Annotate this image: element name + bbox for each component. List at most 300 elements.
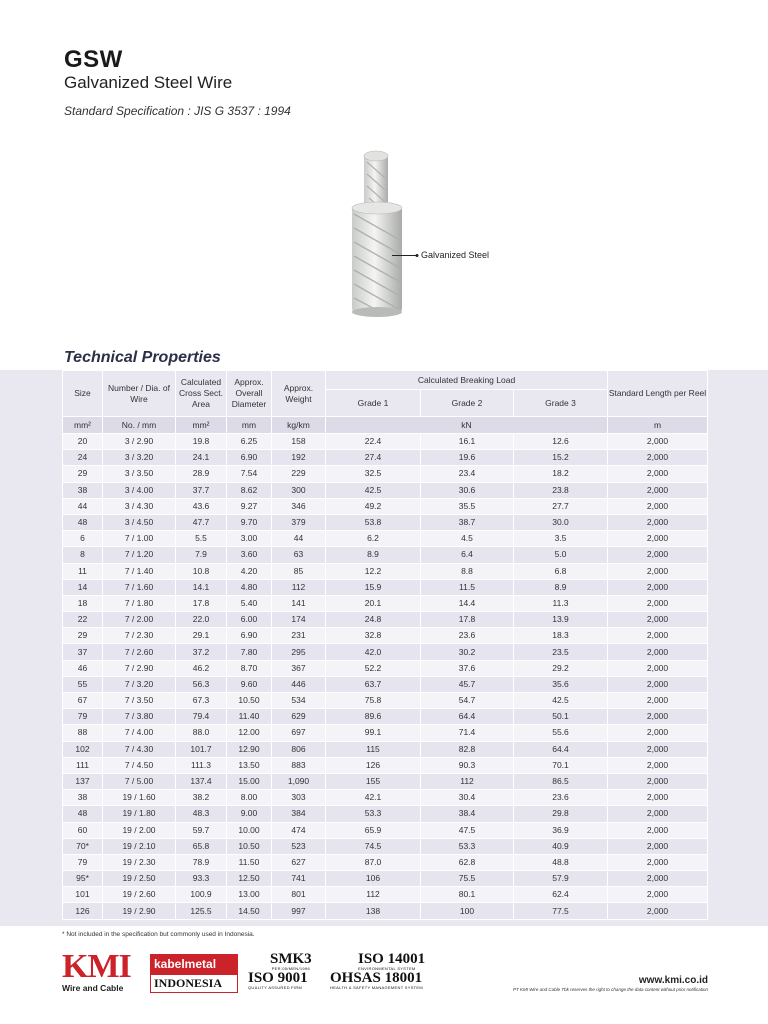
cell-number-dia: 7 / 3.50 [103, 693, 176, 709]
cell-number-dia: 7 / 1.40 [103, 563, 176, 579]
cell-number-dia: 19 / 2.90 [103, 903, 176, 919]
cell-number-dia: 19 / 2.10 [103, 838, 176, 854]
cell-grade3: 42.5 [514, 693, 608, 709]
cell-size: 29 [63, 466, 103, 482]
cell-grade1: 20.1 [326, 595, 421, 611]
kabelmetal-logo [150, 954, 238, 993]
cell-length: 2,000 [608, 806, 708, 822]
header-number-dia: Number / Dia. of Wire [103, 371, 176, 417]
cell-overall-dia: 10.00 [227, 822, 272, 838]
cell-grade1: 42.5 [326, 482, 421, 498]
cell-overall-dia: 6.90 [227, 450, 272, 466]
cell-cross-sect: 78.9 [176, 854, 227, 870]
cell-number-dia: 7 / 3.20 [103, 676, 176, 692]
cell-cross-sect: 100.9 [176, 887, 227, 903]
cell-number-dia: 7 / 3.80 [103, 709, 176, 725]
cell-grade1: 22.4 [326, 434, 421, 450]
cell-size: 14 [63, 579, 103, 595]
cell-grade2: 47.5 [421, 822, 514, 838]
cell-overall-dia: 8.62 [227, 482, 272, 498]
page-title: GSW [64, 46, 123, 73]
cell-overall-dia: 7.80 [227, 644, 272, 660]
cell-grade3: 30.0 [514, 514, 608, 530]
cell-grade2: 23.4 [421, 466, 514, 482]
cell-size: 79 [63, 709, 103, 725]
cell-number-dia: 7 / 4.50 [103, 757, 176, 773]
cell-size: 24 [63, 450, 103, 466]
cell-size: 44 [63, 498, 103, 514]
cell-grade3: 5.0 [514, 547, 608, 563]
cell-grade2: 80.1 [421, 887, 514, 903]
table-row [63, 887, 708, 903]
cell-cross-sect: 125.5 [176, 903, 227, 919]
cell-cross-sect: 37.2 [176, 644, 227, 660]
cell-size: 137 [63, 773, 103, 789]
cell-grade1: 49.2 [326, 498, 421, 514]
cell-grade1: 87.0 [326, 854, 421, 870]
footnote: * Not included in the specification but commonly used in Indonesia. [62, 931, 255, 938]
cell-grade3: 23.8 [514, 482, 608, 498]
website-link[interactable]: www.kmi.co.id [638, 975, 708, 986]
cell-grade1: 15.9 [326, 579, 421, 595]
header-weight: Approx. Weight [272, 371, 326, 417]
table-row [63, 693, 708, 709]
table-row [63, 822, 708, 838]
cell-grade2: 54.7 [421, 693, 514, 709]
header-grade2: Grade 2 [421, 390, 514, 417]
cell-length: 2,000 [608, 450, 708, 466]
cell-grade3: 15.2 [514, 450, 608, 466]
cell-weight: 295 [272, 644, 326, 660]
table-row [63, 450, 708, 466]
cell-grade1: 89.6 [326, 709, 421, 725]
cell-length: 2,000 [608, 725, 708, 741]
cell-weight: 883 [272, 757, 326, 773]
cell-grade3: 36.9 [514, 822, 608, 838]
cell-length: 2,000 [608, 482, 708, 498]
cell-grade1: 8.9 [326, 547, 421, 563]
cell-length: 2,000 [608, 434, 708, 450]
kmi-logo [62, 948, 144, 993]
table-row [63, 741, 708, 757]
cell-cross-sect: 65.8 [176, 838, 227, 854]
cell-number-dia: 7 / 1.60 [103, 579, 176, 595]
disclaimer: PT KMI Wire and Cable Tbk reserves the right to change the data content without prior notification [512, 987, 708, 992]
cell-cross-sect: 29.1 [176, 628, 227, 644]
cell-grade3: 23.5 [514, 644, 608, 660]
cell-grade2: 75.5 [421, 871, 514, 887]
cell-overall-dia: 9.70 [227, 514, 272, 530]
cell-cross-sect: 19.8 [176, 434, 227, 450]
cell-weight: 697 [272, 725, 326, 741]
cell-weight: 346 [272, 498, 326, 514]
cell-overall-dia: 10.50 [227, 693, 272, 709]
cell-number-dia: 7 / 1.00 [103, 531, 176, 547]
cell-grade3: 77.5 [514, 903, 608, 919]
cell-overall-dia: 13.00 [227, 887, 272, 903]
table-row [63, 903, 708, 919]
smk3-sub: PER.05/MEN/1996 [271, 966, 310, 971]
cell-length: 2,000 [608, 741, 708, 757]
cell-weight: 801 [272, 887, 326, 903]
cell-grade2: 23.6 [421, 628, 514, 644]
cell-weight: 192 [272, 450, 326, 466]
cell-grade2: 30.6 [421, 482, 514, 498]
cell-grade2: 6.4 [421, 547, 514, 563]
cell-grade2: 35.5 [421, 498, 514, 514]
page-subtitle: Galvanized Steel Wire [64, 73, 233, 92]
cell-grade3: 62.4 [514, 887, 608, 903]
header-grade1: Grade 1 [326, 390, 421, 417]
cell-cross-sect: 59.7 [176, 822, 227, 838]
table-row [63, 628, 708, 644]
cell-grade2: 64.4 [421, 709, 514, 725]
cell-number-dia: 19 / 1.60 [103, 790, 176, 806]
table-row [63, 466, 708, 482]
cell-weight: 379 [272, 514, 326, 530]
cell-number-dia: 7 / 2.00 [103, 612, 176, 628]
cell-size: 79 [63, 854, 103, 870]
cell-weight: 997 [272, 903, 326, 919]
cell-overall-dia: 12.90 [227, 741, 272, 757]
cell-grade1: 42.0 [326, 644, 421, 660]
cell-overall-dia: 6.00 [227, 612, 272, 628]
table-row [63, 612, 708, 628]
iso14001-cert [358, 952, 425, 971]
cell-weight: 158 [272, 434, 326, 450]
cell-length: 2,000 [608, 871, 708, 887]
cell-grade2: 37.6 [421, 660, 514, 676]
cell-cross-sect: 38.2 [176, 790, 227, 806]
cell-length: 2,000 [608, 773, 708, 789]
cell-number-dia: 7 / 1.20 [103, 547, 176, 563]
unit-number-dia: No. / mm [103, 417, 176, 434]
cell-cross-sect: 56.3 [176, 676, 227, 692]
cell-grade1: 138 [326, 903, 421, 919]
cell-number-dia: 7 / 4.30 [103, 741, 176, 757]
cell-grade2: 19.6 [421, 450, 514, 466]
cell-length: 2,000 [608, 628, 708, 644]
cell-size: 67 [63, 693, 103, 709]
table-body [63, 434, 708, 920]
header-length: Standard Length per Reel [608, 371, 708, 417]
table-row [63, 676, 708, 692]
cell-cross-sect: 24.1 [176, 450, 227, 466]
table-row [63, 790, 708, 806]
cell-size: 11 [63, 563, 103, 579]
cell-length: 2,000 [608, 595, 708, 611]
cell-length: 2,000 [608, 466, 708, 482]
cell-weight: 229 [272, 466, 326, 482]
header-size: Size [63, 371, 103, 417]
cell-weight: 523 [272, 838, 326, 854]
header-grade3: Grade 3 [514, 390, 608, 417]
cell-grade1: 126 [326, 757, 421, 773]
table-row [63, 757, 708, 773]
cell-overall-dia: 12.00 [227, 725, 272, 741]
iso14001-sub: ENVIRONMENTAL SYSTEM [358, 966, 416, 971]
cell-length: 2,000 [608, 887, 708, 903]
cell-grade3: 86.5 [514, 773, 608, 789]
smk3-title: SMK3 [270, 951, 312, 967]
cell-cross-sect: 37.7 [176, 482, 227, 498]
cell-weight: 112 [272, 579, 326, 595]
cell-size: 8 [63, 547, 103, 563]
cell-grade1: 32.8 [326, 628, 421, 644]
cell-cross-sect: 48.3 [176, 806, 227, 822]
cell-length: 2,000 [608, 838, 708, 854]
cell-length: 2,000 [608, 547, 708, 563]
table-row [63, 498, 708, 514]
cell-number-dia: 7 / 2.30 [103, 628, 176, 644]
cell-overall-dia: 12.50 [227, 871, 272, 887]
standard-specification: Standard Specification : JIS G 3537 : 1994 [64, 104, 291, 118]
cell-overall-dia: 8.00 [227, 790, 272, 806]
cell-length: 2,000 [608, 676, 708, 692]
cell-length: 2,000 [608, 660, 708, 676]
cell-grade2: 38.7 [421, 514, 514, 530]
cell-overall-dia: 8.70 [227, 660, 272, 676]
cell-grade3: 35.6 [514, 676, 608, 692]
cell-size: 101 [63, 887, 103, 903]
cell-weight: 141 [272, 595, 326, 611]
cell-grade1: 6.2 [326, 531, 421, 547]
unit-weight: kg/km [272, 417, 326, 434]
cell-grade1: 75.8 [326, 693, 421, 709]
unit-length: m [608, 417, 708, 434]
cell-grade2: 4.5 [421, 531, 514, 547]
cell-grade2: 112 [421, 773, 514, 789]
cell-grade3: 6.8 [514, 563, 608, 579]
cell-overall-dia: 3.60 [227, 547, 272, 563]
cell-length: 2,000 [608, 644, 708, 660]
cell-grade2: 16.1 [421, 434, 514, 450]
cell-weight: 85 [272, 563, 326, 579]
cell-grade1: 63.7 [326, 676, 421, 692]
table-row [63, 547, 708, 563]
cell-weight: 806 [272, 741, 326, 757]
cell-cross-sect: 111.3 [176, 757, 227, 773]
cell-length: 2,000 [608, 790, 708, 806]
table-row [63, 806, 708, 822]
cell-cross-sect: 46.2 [176, 660, 227, 676]
cable-illustration [348, 148, 406, 318]
cell-grade3: 27.7 [514, 498, 608, 514]
cell-weight: 1,090 [272, 773, 326, 789]
cell-length: 2,000 [608, 563, 708, 579]
cell-length: 2,000 [608, 903, 708, 919]
cell-size: 38 [63, 482, 103, 498]
cell-number-dia: 3 / 3.20 [103, 450, 176, 466]
cell-weight: 627 [272, 854, 326, 870]
cell-cross-sect: 22.0 [176, 612, 227, 628]
cell-grade1: 32.5 [326, 466, 421, 482]
cell-grade2: 53.3 [421, 838, 514, 854]
table-row [63, 854, 708, 870]
cell-grade3: 12.6 [514, 434, 608, 450]
cell-grade3: 29.8 [514, 806, 608, 822]
iso14001-title: ISO 14001 [358, 951, 426, 967]
ohsas-sub: HEALTH & SAFETY MANAGEMENT SYSTEM [330, 985, 424, 990]
cell-grade2: 11.5 [421, 579, 514, 595]
table-row [63, 434, 708, 450]
cell-overall-dia: 13.50 [227, 757, 272, 773]
table-row [63, 660, 708, 676]
cell-number-dia: 7 / 2.90 [103, 660, 176, 676]
cell-grade1: 74.5 [326, 838, 421, 854]
cell-weight: 534 [272, 693, 326, 709]
table-row [63, 514, 708, 530]
cell-grade2: 62.8 [421, 854, 514, 870]
cell-grade3: 13.9 [514, 612, 608, 628]
cell-overall-dia: 5.40 [227, 595, 272, 611]
table-row [63, 595, 708, 611]
cell-number-dia: 3 / 4.00 [103, 482, 176, 498]
cell-overall-dia: 15.00 [227, 773, 272, 789]
cell-overall-dia: 6.25 [227, 434, 272, 450]
cell-size: 102 [63, 741, 103, 757]
cell-size: 48 [63, 514, 103, 530]
cell-number-dia: 7 / 5.00 [103, 773, 176, 789]
cell-grade2: 100 [421, 903, 514, 919]
table-row [63, 531, 708, 547]
table-row [63, 563, 708, 579]
table-row [63, 709, 708, 725]
cell-weight: 741 [272, 871, 326, 887]
kmi-tagline: Wire and Cable [62, 983, 124, 993]
unit-size: mm² [63, 417, 103, 434]
cell-size: 111 [63, 757, 103, 773]
kabelmetal-bottom: INDONESIA [150, 974, 238, 993]
cell-grade1: 52.2 [326, 660, 421, 676]
iso9001-sub: QUALITY ASSURED FIRM [248, 985, 303, 990]
smk3-cert [270, 952, 312, 971]
unit-overall-dia: mm [227, 417, 272, 434]
table-row [63, 838, 708, 854]
cell-size: 22 [63, 612, 103, 628]
cell-weight: 446 [272, 676, 326, 692]
cable-label: Galvanized Steel [421, 250, 490, 260]
iso9001-cert [248, 971, 308, 990]
cell-cross-sect: 5.5 [176, 531, 227, 547]
cell-length: 2,000 [608, 498, 708, 514]
cell-number-dia: 19 / 2.60 [103, 887, 176, 903]
cell-overall-dia: 9.00 [227, 806, 272, 822]
cell-number-dia: 7 / 4.00 [103, 725, 176, 741]
cell-grade1: 42.1 [326, 790, 421, 806]
cell-grade1: 155 [326, 773, 421, 789]
cell-number-dia: 3 / 4.50 [103, 514, 176, 530]
cell-length: 2,000 [608, 757, 708, 773]
cell-cross-sect: 10.8 [176, 563, 227, 579]
table-row [63, 644, 708, 660]
cell-grade2: 82.8 [421, 741, 514, 757]
cell-grade1: 115 [326, 741, 421, 757]
cell-size: 20 [63, 434, 103, 450]
cell-weight: 63 [272, 547, 326, 563]
cell-grade3: 18.3 [514, 628, 608, 644]
cell-length: 2,000 [608, 612, 708, 628]
header-overall-dia: Approx. Overall Diameter [227, 371, 272, 417]
cell-grade3: 57.9 [514, 871, 608, 887]
cell-cross-sect: 101.7 [176, 741, 227, 757]
cell-length: 2,000 [608, 854, 708, 870]
cell-overall-dia: 4.80 [227, 579, 272, 595]
cell-grade2: 8.8 [421, 563, 514, 579]
cell-length: 2,000 [608, 579, 708, 595]
cell-grade1: 106 [326, 871, 421, 887]
cell-weight: 384 [272, 806, 326, 822]
cell-grade2: 30.4 [421, 790, 514, 806]
cell-size: 95* [63, 871, 103, 887]
cell-grade1: 24.8 [326, 612, 421, 628]
cell-size: 18 [63, 595, 103, 611]
cell-grade2: 30.2 [421, 644, 514, 660]
ohsas-cert [330, 971, 423, 990]
cell-grade2: 90.3 [421, 757, 514, 773]
cell-size: 46 [63, 660, 103, 676]
cell-grade1: 53.3 [326, 806, 421, 822]
table-row [63, 773, 708, 789]
cell-cross-sect: 47.7 [176, 514, 227, 530]
cell-grade3: 50.1 [514, 709, 608, 725]
cell-grade3: 40.9 [514, 838, 608, 854]
technical-properties-table [62, 370, 708, 920]
cell-grade1: 27.4 [326, 450, 421, 466]
cell-grade3: 23.6 [514, 790, 608, 806]
cell-grade3: 70.1 [514, 757, 608, 773]
cell-weight: 303 [272, 790, 326, 806]
cell-length: 2,000 [608, 531, 708, 547]
cell-size: 6 [63, 531, 103, 547]
cell-grade3: 11.3 [514, 595, 608, 611]
cell-cross-sect: 88.0 [176, 725, 227, 741]
cell-weight: 174 [272, 612, 326, 628]
cell-size: 60 [63, 822, 103, 838]
cell-cross-sect: 17.8 [176, 595, 227, 611]
cell-overall-dia: 4.20 [227, 563, 272, 579]
kmi-logo-text: KMI [62, 948, 131, 985]
cell-weight: 367 [272, 660, 326, 676]
cell-weight: 629 [272, 709, 326, 725]
table-row [63, 871, 708, 887]
cell-number-dia: 19 / 2.00 [103, 822, 176, 838]
cell-size: 55 [63, 676, 103, 692]
table-row [63, 725, 708, 741]
cell-size: 29 [63, 628, 103, 644]
cell-overall-dia: 10.50 [227, 838, 272, 854]
cell-overall-dia: 11.50 [227, 854, 272, 870]
cell-grade2: 45.7 [421, 676, 514, 692]
cell-grade3: 3.5 [514, 531, 608, 547]
cell-grade3: 29.2 [514, 660, 608, 676]
cell-size: 126 [63, 903, 103, 919]
cell-grade3: 18.2 [514, 466, 608, 482]
cell-grade1: 112 [326, 887, 421, 903]
cell-cross-sect: 14.1 [176, 579, 227, 595]
cell-weight: 474 [272, 822, 326, 838]
header-cross-sect: Calculated Cross Sect. Area [176, 371, 227, 417]
kabelmetal-top: kabelmetal [150, 954, 238, 974]
cell-weight: 44 [272, 531, 326, 547]
cell-cross-sect: 7.9 [176, 547, 227, 563]
callout-line [392, 254, 420, 258]
cell-size: 37 [63, 644, 103, 660]
cell-number-dia: 7 / 2.60 [103, 644, 176, 660]
cell-grade3: 8.9 [514, 579, 608, 595]
cell-cross-sect: 67.3 [176, 693, 227, 709]
cell-grade2: 38.4 [421, 806, 514, 822]
